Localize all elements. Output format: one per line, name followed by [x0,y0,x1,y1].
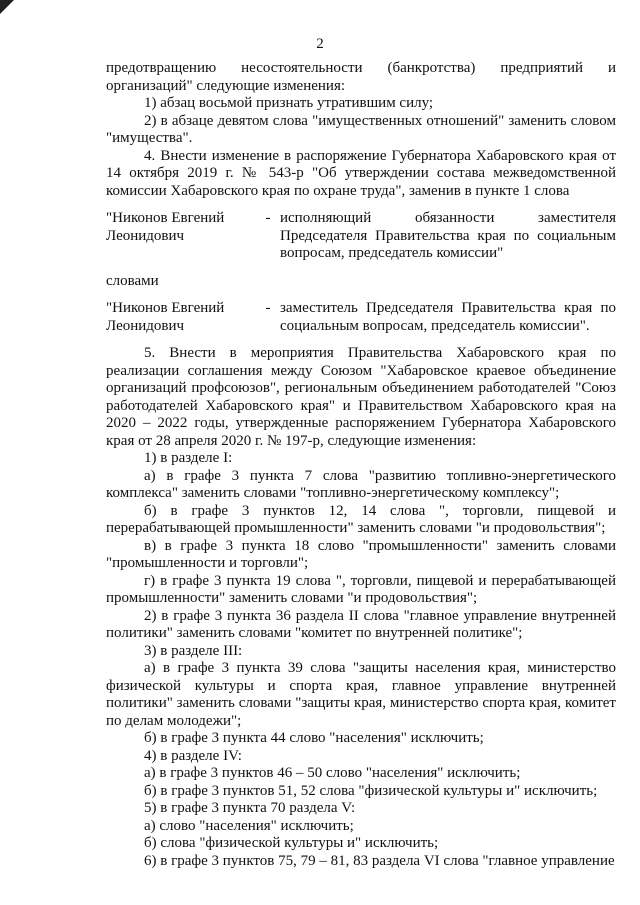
dash-separator: - [265,300,271,316]
paragraph: 4) в разделе IV: [144,747,242,764]
paragraph: 6) в графе 3 пунктов 75, 79 – 81, 83 раздела VI слова "главное управление [144,852,615,869]
paragraph: предотвращению несостоятельности (банкротства) предприятий и организаций" следующие изменения: [106,60,616,94]
person-name: "Никонов Евгений Леонидович [106,210,225,244]
paragraph: б) в графе 3 пунктов 12, 14 слова ", торговли, пищевой и перерабатывающей промышленности" заменить словами "и продовольствия"; [106,502,616,536]
replacement-row-old [106,210,616,263]
paragraph: 2) в абзаце девятом слова "имущественных отношений" заменить словом "имущества". [106,112,616,146]
paragraph: г) в графе 3 пункта 19 слова ", торговли, пищевой и перерабатывающей промышленности" заменить словами "и продовольствия"; [106,572,616,606]
paragraph: а) в графе 3 пункта 39 слова "защиты населения края, министерство физической культуры и спорта края, главное управление внутренней политики" заменить словами "защиты края, министерство спорта края, комитет по делам молодежи"; [106,660,616,729]
dash-separator: - [265,210,271,226]
position-description: заместитель Председателя Правительства края по социальным вопросам, председатель комиссии". [280,300,616,334]
replacement-row-new [106,300,616,335]
paragraph: в) в графе 3 пункта 18 слово "промышленности" заменить словами "промышленности и торговли"; [106,537,616,571]
page-number: 2 [316,36,324,52]
paragraph: 3) в разделе III: [144,642,243,659]
document-body [106,60,616,870]
paragraph: б) в графе 3 пунктов 51, 52 слова "физической культуры и" исключить; [144,782,598,799]
scan-corner-mark [0,0,22,22]
paragraph: а) в графе 3 пунктов 46 – 50 слово "населения" исключить; [144,765,521,781]
paragraph: б) слова "физической культуры и" исключить; [144,835,439,851]
paragraph: 5. Внести в мероприятия Правительства Хабаровского края по реализации соглашения между Союзом "Хабаровское краевое объединение организаций профсоюзов", региональным объединением работодателей "Союз работодателей Хабаровского края" и Правительством Хабаровского края на 2020 – 2022 годы, утвержденные распоряжением Губернатора Хабаровского края от 28 апреля 2020 г. № 197-р, следующие изменения: [106,345,616,449]
paragraph: б) в графе 3 пункта 44 слово "населения" исключить; [144,730,484,746]
person-name: "Никонов Евгений Леонидович [106,300,225,334]
paragraph: 2) в графе 3 пункта 36 раздела II слова "главное управление внутренней политики" заменить словами "комитет по внутренней политике"; [106,607,616,641]
paragraph: а) слово "населения" исключить; [144,817,354,834]
paragraph: 4. Внести изменение в распоряжение Губернатора Хабаровского края от 14 октября 2019 г. № 543-р "Об утверждении состава межведомственной комиссии Хабаровского края по охране труда", заменив в пункте 1 слова [106,147,616,199]
paragraph: а) в графе 3 пункта 7 слова "развитию топливно-энергетического комплекса" заменить словами "топливно-энергетическому комплексу"; [106,467,616,501]
paragraph: 1) в разделе I: [144,450,233,466]
paragraph: словами [106,272,159,289]
paragraph: 5) в графе 3 пункта 70 раздела V: [144,800,356,816]
paragraph: 1) абзац восьмой признать утратившим силу; [144,95,434,111]
position-description: исполняющий обязанности заместителя Председателя Правительства края по социальным вопросам, председатель комиссии" [280,210,616,261]
